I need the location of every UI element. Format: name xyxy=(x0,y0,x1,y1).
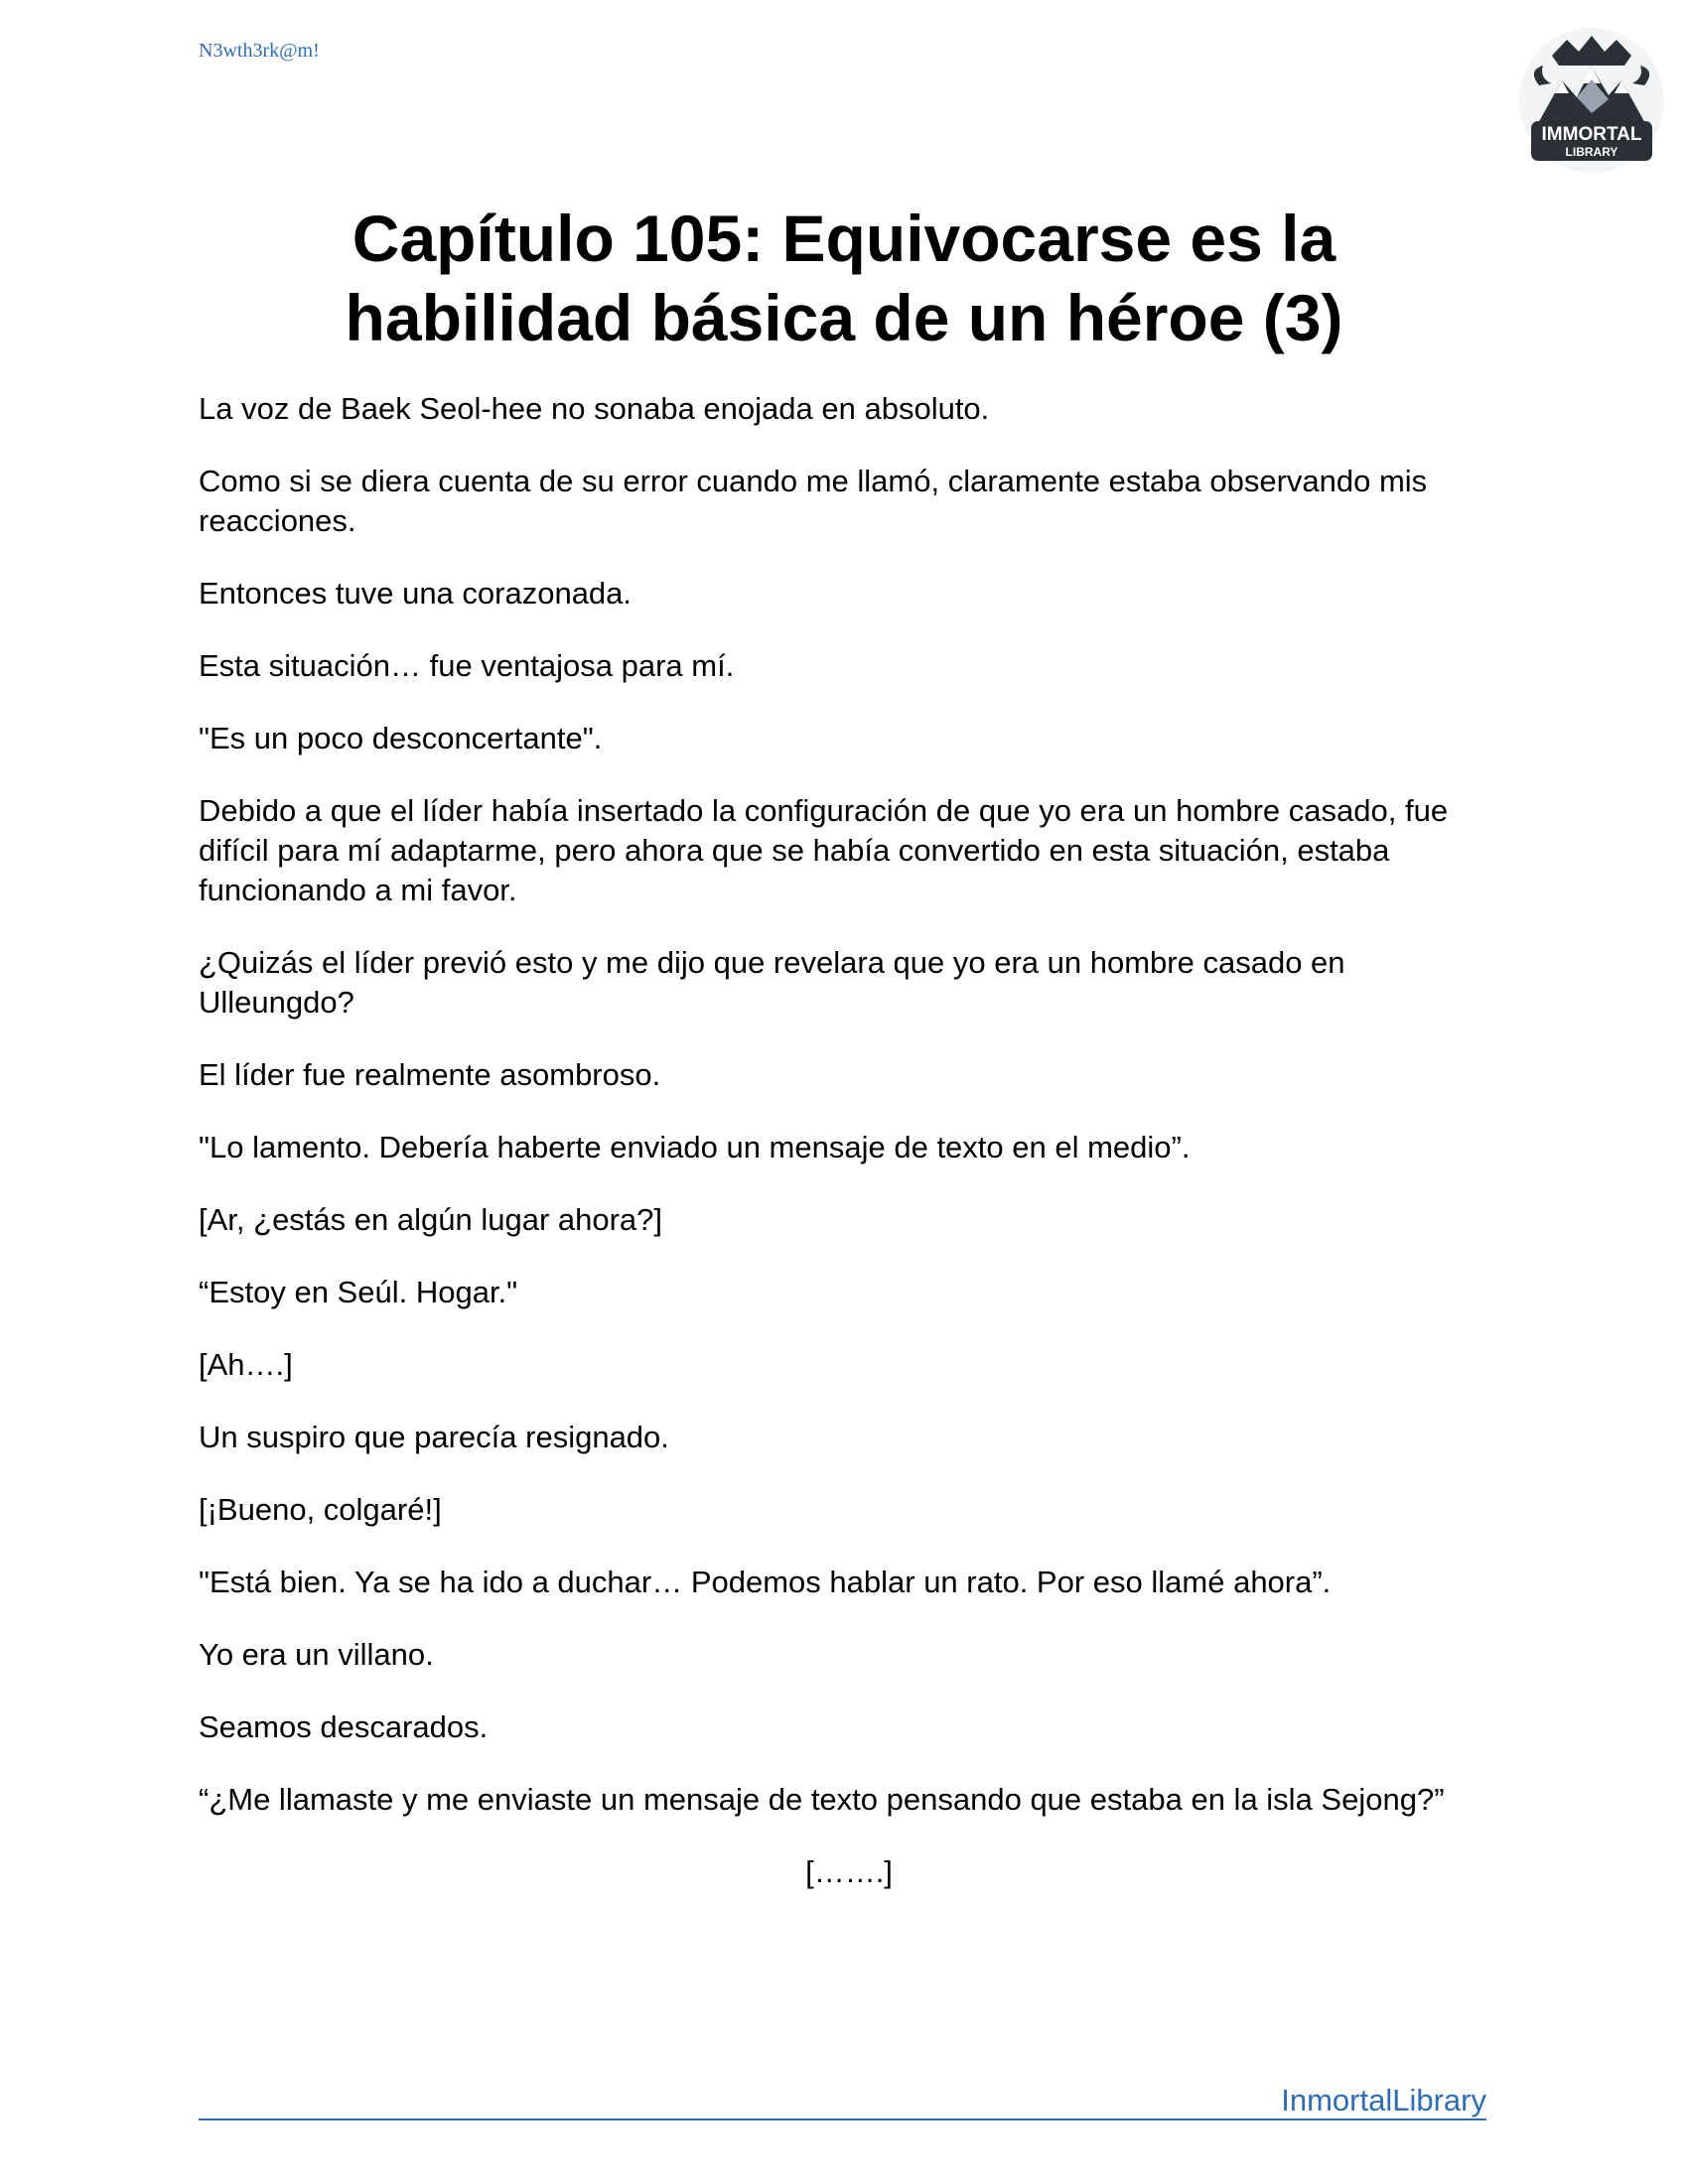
chapter-body xyxy=(199,389,1499,1925)
paragraph: Entonces tuve una corazonada. xyxy=(199,576,633,611)
paragraph: La voz de Baek Seol-hee no sonaba enojada en absoluto. xyxy=(199,391,990,426)
paragraph: “Estoy en Seúl. Hogar." xyxy=(199,1275,518,1309)
paragraph: "Es un poco desconcertante". xyxy=(199,721,603,755)
chapter-title-line1: Capítulo 105: Equivocarse es la xyxy=(352,202,1336,275)
paragraph: [Ah….] xyxy=(199,1347,293,1382)
logo-line1: IMMORTAL xyxy=(1541,124,1642,145)
paragraph: ¿Quizás el líder previó esto y me dijo que revelara que yo era un hombre casado en Ulleungdo? xyxy=(199,945,1345,1020)
paragraph: Como si se diera cuenta de su error cuando me llamó, claramente estaba observando mis reacciones. xyxy=(199,464,1428,538)
paragraph: El líder fue realmente asombroso. xyxy=(199,1057,661,1092)
paragraph: [¡Bueno, colgaré!] xyxy=(199,1492,442,1527)
footer-link[interactable]: InmortalLibrary xyxy=(1281,2083,1486,2117)
footer-divider xyxy=(199,2118,1486,2120)
paragraph: Seamos descarados. xyxy=(199,1709,489,1744)
paragraph-centered: […….] xyxy=(805,1854,893,1889)
watermark-text: N3wth3rk@m! xyxy=(199,40,320,62)
paragraph: Yo era un villano. xyxy=(199,1637,434,1672)
paragraph: “¿Me llamaste y me enviaste un mensaje de texto pensando que estaba en la isla Sejong?” xyxy=(199,1782,1445,1817)
paragraph: "Está bien. Ya se ha ido a duchar… Podemos hablar un rato. Por eso llamé ahora”. xyxy=(199,1565,1332,1599)
paragraph: Un suspiro que parecía resignado. xyxy=(199,1420,669,1454)
paragraph: [Ar, ¿estás en algún lugar ahora?] xyxy=(199,1202,663,1237)
chapter-title-line2: habilidad básica de un héroe (3) xyxy=(345,281,1343,354)
paragraph: "Lo lamento. Debería haberte enviado un mensaje de texto en el medio”. xyxy=(199,1130,1191,1164)
chapter-title xyxy=(199,199,1489,357)
logo-line2: LIBRARY xyxy=(1565,145,1618,159)
immortal-library-logo xyxy=(1517,26,1666,175)
paragraph: Debido a que el líder había insertado la configuración de que yo era un hombre casado, fue difícil para mí adaptarme, pero ahora que se había convertido en esta situación, estaba funcionando a mi favor. xyxy=(199,793,1449,907)
paragraph: Esta situación… fue ventajosa para mí. xyxy=(199,648,735,683)
